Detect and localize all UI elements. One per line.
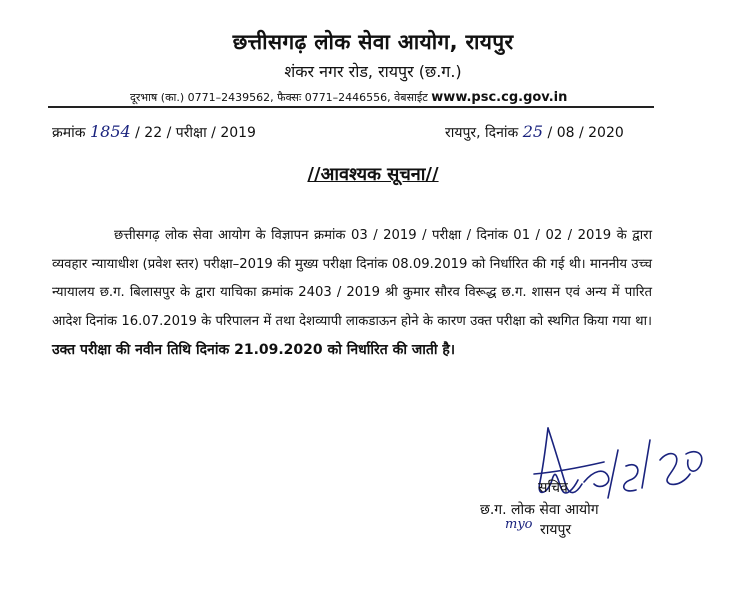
notice-body: [52, 222, 652, 366]
dateline-prefix: रायपुर, दिनांक: [445, 125, 519, 141]
website-link[interactable]: www.psc.cg.gov.in: [431, 90, 568, 105]
reference-suffix: / 22 / परीक्षा / 2019: [135, 125, 256, 141]
dateline-handwritten-day: 25: [522, 122, 544, 141]
reference-handwritten-number: 1854: [89, 122, 131, 141]
reference-label: क्रमांक: [52, 125, 86, 141]
signatory-title: सचिव: [538, 480, 568, 496]
signatory-organization: छ.ग. लोक सेवा आयोग: [480, 502, 599, 518]
notice-body-text: छत्तीसगढ़ लोक सेवा आयोग के विज्ञापन क्रमांक 03 / 2019 / परीक्षा / दिनांक 01 / 02 / 2019 के द्वारा व्यवहार न्यायाधीश (प्रवेश स्तर) परीक्षा–2019 की मुख्य परीक्षा दिनांक 08.09.2019 को निर्धारित की गई थी। माननीय उच्च न्यायालय छ.ग. बिलासपुर के द्वारा याचिका क्रमांक 2403 / 2019 श्री कुमार सौरव विरूद्ध छ.ग. शासन एवं अन्य में पारित आदेश दिनांक 16.07.2019 के परिपालन में तथा देशव्यापी लाकडाऊन होने के कारण उक्त परीक्षा को स्थगित किया गया था।: [52, 228, 652, 329]
handwritten-date-text: 25/8/2020: [510, 430, 516, 431]
reference-number: [52, 122, 256, 142]
signatory-city: रायपुर: [540, 522, 572, 538]
organization-address: शंकर नगर रोड, रायपुर (छ.ग.): [284, 62, 462, 81]
contact-details: दूरभाष (का.) 0771–2439562, फैक्सः 0771–2446556, वेबसाईट: [130, 91, 428, 104]
notice-heading-text: //आवश्यक सूचना//: [307, 164, 439, 185]
notice-body-bold: उक्त परीक्षा की नवीन तिथि दिनांक 21.09.2020 को निर्धारित की जाती है।: [52, 342, 456, 358]
notice-heading: [0, 162, 746, 186]
header-divider: [48, 106, 654, 108]
initials: myo: [505, 517, 533, 532]
dateline: [445, 122, 624, 142]
dateline-suffix: / 08 / 2020: [547, 125, 624, 141]
organization-title: छत्तीसगढ़ लोक सेवा आयोग, रायपुर: [232, 30, 514, 54]
contact-line: [130, 90, 620, 105]
